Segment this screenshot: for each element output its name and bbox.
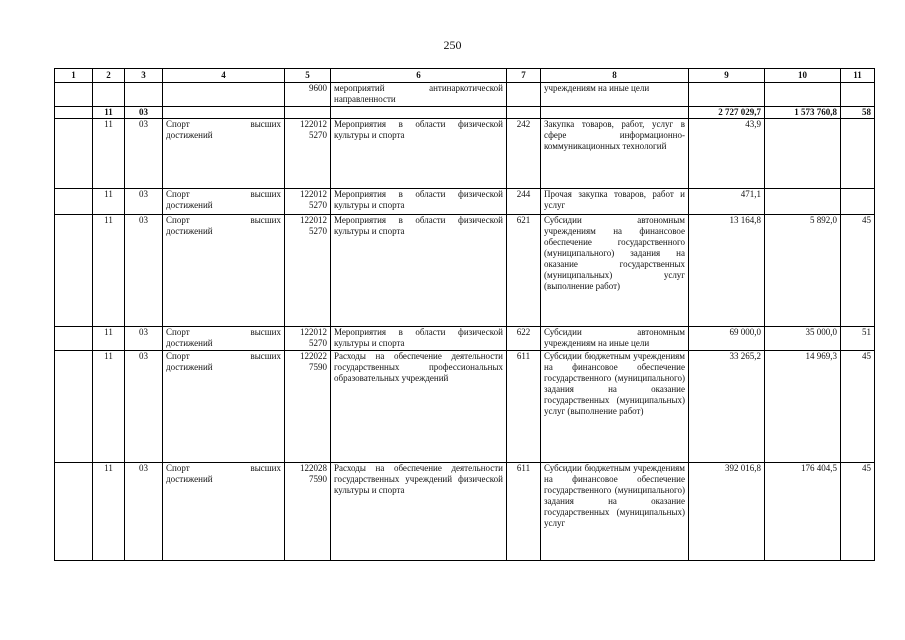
cell — [285, 107, 331, 119]
cell — [841, 83, 875, 107]
expense-type-cell: Субсидии бюджетным учреждениям на финансовое обеспечение государственного (муниципального) задания на оказание государственных (муниципальных) услуг (выполнение работ) — [541, 351, 689, 463]
amount-plan-cell: 13 164,8 — [689, 215, 765, 327]
col-header-3: 3 — [125, 69, 163, 83]
header-row — [55, 69, 875, 83]
col-header-5: 5 — [285, 69, 331, 83]
subsection-cell: 03 — [125, 327, 163, 351]
percent-cell: 58 — [841, 107, 875, 119]
subsection-name-cell — [163, 351, 285, 463]
article-name-cell: Мероприятия в области физической культуры и спорта — [331, 327, 507, 351]
subsection-name-cell — [163, 327, 285, 351]
amount-fact-cell — [765, 189, 841, 215]
subsection-name-cell — [163, 463, 285, 561]
subsection-name-word: достижений — [166, 130, 213, 140]
subsection-name-cell — [163, 215, 285, 327]
cell — [55, 119, 93, 189]
article-name-cell: Расходы на обеспечение деятельности государственных учреждений физической культуры и спорта — [331, 463, 507, 561]
subsection-name-word: достижений — [166, 474, 213, 484]
cell — [55, 215, 93, 327]
subsection-name-word: высших — [250, 327, 281, 337]
col-header-6: 6 — [331, 69, 507, 83]
page-number: 250 — [443, 38, 462, 52]
budget-table — [54, 68, 875, 561]
article-name-cell: Мероприятия в области физической культуры и спорта — [331, 215, 507, 327]
cell — [55, 83, 93, 107]
cell — [93, 83, 125, 107]
table-row — [55, 463, 875, 561]
subsection-name-cell — [163, 189, 285, 215]
target-article-cell: 122012 5270 — [285, 327, 331, 351]
percent-cell — [841, 119, 875, 189]
subsection-name-word: высших — [250, 351, 281, 361]
subsection-name-word: достижений — [166, 200, 213, 210]
col-header-7: 7 — [507, 69, 541, 83]
amount-plan-cell: 43,9 — [689, 119, 765, 189]
table-row — [55, 189, 875, 215]
subsection-name-word: Спорт — [166, 463, 190, 473]
percent-cell: 45 — [841, 215, 875, 327]
article-name-cell: Мероприятия в области физической культуры и спорта — [331, 189, 507, 215]
cell — [125, 83, 163, 107]
cell — [507, 83, 541, 107]
target-article-cell: 122012 5270 — [285, 189, 331, 215]
expense-type-cell: Субсидии бюджетным учреждениям на финансовое обеспечение государственного (муниципального) задания на оказание государственных (муниципальных) услуг — [541, 463, 689, 561]
subsection-name-cell — [163, 119, 285, 189]
expense-code-cell: 622 — [507, 327, 541, 351]
col-header-10: 10 — [765, 69, 841, 83]
subsection-cell: 03 — [125, 107, 163, 119]
cell — [55, 327, 93, 351]
percent-cell: 51 — [841, 327, 875, 351]
article-name-cell: мероприятий антинаркотической направленности — [331, 83, 507, 107]
cell — [163, 83, 285, 107]
cell — [55, 107, 93, 119]
subsection-name-word: Спорт — [166, 119, 190, 129]
subsection-name-word: высших — [250, 463, 281, 473]
table-row — [55, 119, 875, 189]
amount-plan-cell: 392 016,8 — [689, 463, 765, 561]
amount-plan-cell: 2 727 029,7 — [689, 107, 765, 119]
section-cell: 11 — [93, 189, 125, 215]
subsection-cell: 03 — [125, 215, 163, 327]
cell — [331, 107, 507, 119]
table-row — [55, 215, 875, 327]
amount-plan-cell: 69 000,0 — [689, 327, 765, 351]
expense-code-cell: 621 — [507, 215, 541, 327]
percent-cell: 45 — [841, 351, 875, 463]
expense-type-cell: Субсидии автономным учреждениям на иные цели — [541, 327, 689, 351]
subsection-name-word: Спорт — [166, 327, 190, 337]
amount-fact-cell: 35 000,0 — [765, 327, 841, 351]
section-cell: 11 — [93, 215, 125, 327]
subsection-name-word: Спорт — [166, 215, 190, 225]
expense-code-cell: 611 — [507, 463, 541, 561]
percent-cell — [841, 189, 875, 215]
target-article-cell: 122028 7590 — [285, 463, 331, 561]
subsection-name-word: достижений — [166, 362, 213, 372]
expense-code-cell: 242 — [507, 119, 541, 189]
subsection-cell: 03 — [125, 463, 163, 561]
cell — [55, 463, 93, 561]
amount-fact-cell — [765, 119, 841, 189]
target-article-cell: 122012 5270 — [285, 215, 331, 327]
cell — [541, 107, 689, 119]
amount-plan-cell: 471,1 — [689, 189, 765, 215]
amount-fact-cell: 1 573 760,8 — [765, 107, 841, 119]
expense-type-cell: Субсидии автономным учреждениям на финансовое обеспечение государственного (муниципального) задания на оказание государственных (муниципальных) услуг (выполнение работ) — [541, 215, 689, 327]
col-header-2: 2 — [93, 69, 125, 83]
cell — [507, 107, 541, 119]
article-name-cell: Расходы на обеспечение деятельности государственных профессиональных образовательных учреждений — [331, 351, 507, 463]
cell — [689, 83, 765, 107]
table-row — [55, 351, 875, 463]
table-row — [55, 83, 875, 107]
subsection-cell: 03 — [125, 351, 163, 463]
subsection-name-word: высших — [250, 215, 281, 225]
subsection-name-word: высших — [250, 189, 281, 199]
col-header-9: 9 — [689, 69, 765, 83]
cell — [163, 107, 285, 119]
col-header-4: 4 — [163, 69, 285, 83]
section-cell: 11 — [93, 107, 125, 119]
col-header-11: 11 — [841, 69, 875, 83]
section-cell: 11 — [93, 351, 125, 463]
target-article-cell: 122022 7590 — [285, 351, 331, 463]
subsection-name-word: высших — [250, 119, 281, 129]
expense-type-cell: Закупка товаров, работ, услуг в сфере информационно-коммуникационных технологий — [541, 119, 689, 189]
subsection-name-word: Спорт — [166, 351, 190, 361]
amount-fact-cell: 176 404,5 — [765, 463, 841, 561]
target-article-cell: 122012 5270 — [285, 119, 331, 189]
expense-code-cell: 611 — [507, 351, 541, 463]
expense-type-cell: учреждениям на иные цели — [541, 83, 689, 107]
expense-type-cell: Прочая закупка товаров, работ и услуг — [541, 189, 689, 215]
amount-fact-cell: 5 892,0 — [765, 215, 841, 327]
subsection-name-word: достижений — [166, 226, 213, 236]
subsection-cell: 03 — [125, 189, 163, 215]
cell — [55, 351, 93, 463]
expense-code-cell: 244 — [507, 189, 541, 215]
subsection-cell: 03 — [125, 119, 163, 189]
subtotal-row — [55, 107, 875, 119]
amount-plan-cell: 33 265,2 — [689, 351, 765, 463]
subsection-name-word: достижений — [166, 338, 213, 348]
col-header-8: 8 — [541, 69, 689, 83]
cell — [55, 189, 93, 215]
section-cell: 11 — [93, 327, 125, 351]
section-cell: 11 — [93, 463, 125, 561]
section-cell: 11 — [93, 119, 125, 189]
subsection-name-word: Спорт — [166, 189, 190, 199]
cell — [765, 83, 841, 107]
table-row — [55, 327, 875, 351]
col-header-1: 1 — [55, 69, 93, 83]
amount-fact-cell: 14 969,3 — [765, 351, 841, 463]
article-name-cell: Мероприятия в области физической культуры и спорта — [331, 119, 507, 189]
target-article-cell: 9600 — [285, 83, 331, 107]
percent-cell: 45 — [841, 463, 875, 561]
